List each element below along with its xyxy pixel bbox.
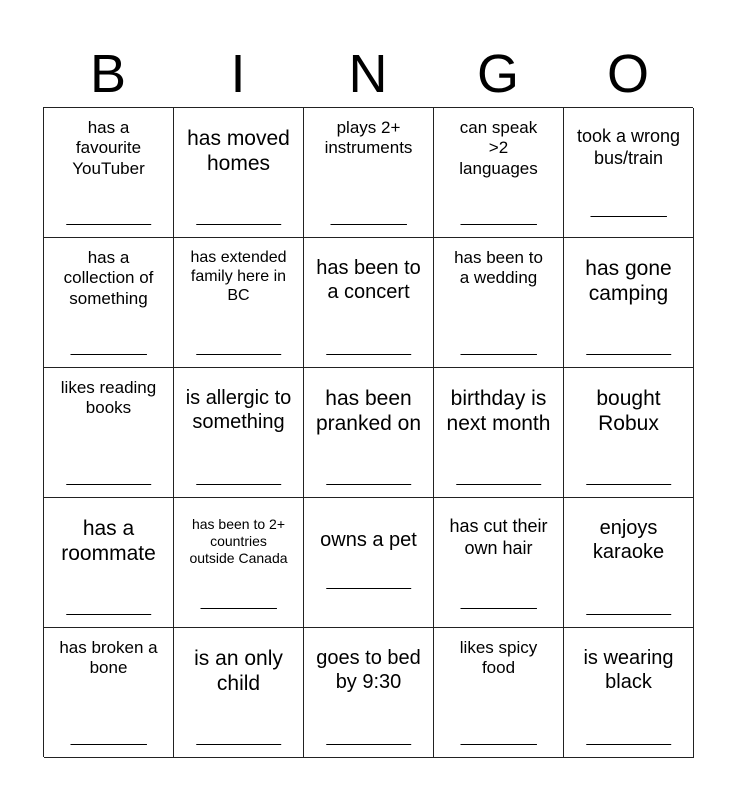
signature-line[interactable]: __________	[196, 209, 281, 226]
signature-line[interactable]: __________	[326, 469, 411, 486]
bingo-cell[interactable]	[174, 368, 304, 498]
bingo-cell[interactable]	[304, 498, 434, 628]
cell-prompt: has been pranked on	[315, 387, 422, 436]
bingo-cell[interactable]	[44, 628, 174, 758]
cell-prompt: owns a pet	[320, 529, 417, 551]
signature-line[interactable]: __________	[66, 469, 151, 486]
bingo-cell[interactable]	[434, 368, 564, 498]
cell-prompt: has a collection of something	[63, 248, 154, 308]
signature-line[interactable]: __________	[66, 209, 151, 226]
cell-prompt: bought Robux	[596, 387, 661, 436]
bingo-cell[interactable]	[174, 628, 304, 758]
signature-line[interactable]: __________	[66, 599, 151, 616]
cell-prompt: has extended family here in BC	[190, 249, 287, 305]
cell-prompt: likes spicy food	[459, 638, 538, 678]
signature-line[interactable]: _________	[460, 729, 537, 746]
cell-prompt: has been to a concert	[316, 257, 421, 303]
signature-line[interactable]: _________	[330, 209, 407, 226]
cell-prompt: can speak >2 languages	[459, 118, 538, 178]
signature-line[interactable]: __________	[326, 339, 411, 356]
bingo-cell[interactable]	[304, 628, 434, 758]
bingo-cell[interactable]	[434, 628, 564, 758]
signature-line[interactable]: __________	[586, 599, 671, 616]
signature-line[interactable]: _________	[460, 593, 537, 610]
signature-line[interactable]: __________	[196, 729, 281, 746]
cell-prompt: has a roommate	[61, 517, 156, 566]
signature-line[interactable]: _________	[460, 209, 537, 226]
header-letter-g: G	[476, 44, 519, 104]
cell-prompt: has moved homes	[187, 127, 290, 176]
signature-line[interactable]: __________	[196, 469, 281, 486]
cell-prompt: has cut their own hair	[449, 516, 548, 558]
bingo-cell[interactable]	[304, 238, 434, 368]
bingo-cell[interactable]	[44, 238, 174, 368]
header-letter-n: N	[348, 44, 388, 104]
cell-prompt: is wearing black	[583, 647, 674, 693]
cell-prompt: likes reading books	[60, 378, 157, 418]
bingo-cell[interactable]	[44, 368, 174, 498]
cell-prompt: has broken a bone	[59, 638, 158, 678]
bingo-cell[interactable]	[434, 238, 564, 368]
signature-line[interactable]: __________	[586, 339, 671, 356]
bingo-cell[interactable]	[564, 498, 694, 628]
bingo-cell[interactable]	[564, 108, 694, 238]
signature-line[interactable]: _________	[590, 201, 667, 218]
signature-line[interactable]: __________	[586, 729, 671, 746]
bingo-cell[interactable]	[564, 238, 694, 368]
signature-line[interactable]: __________	[326, 573, 411, 590]
bingo-cell[interactable]	[174, 498, 304, 628]
cell-prompt: is an only child	[194, 647, 283, 696]
bingo-cell[interactable]	[564, 628, 694, 758]
bingo-header	[43, 40, 693, 108]
cell-prompt: plays 2+ instruments	[324, 118, 413, 158]
cell-prompt: has been to 2+ countries outside Canada	[189, 516, 288, 566]
header-letter-i: I	[230, 44, 246, 104]
cell-prompt: goes to bed by 9:30	[316, 647, 421, 693]
cell-prompt: took a wrong bus/train	[576, 126, 681, 168]
bingo-cell[interactable]	[174, 108, 304, 238]
bingo-cell[interactable]	[174, 238, 304, 368]
cell-prompt: has gone camping	[585, 257, 672, 306]
cell-prompt: has a favourite YouTuber	[72, 118, 145, 178]
signature-line[interactable]: __________	[196, 339, 281, 356]
cell-prompt: has been to a wedding	[454, 248, 543, 288]
signature-line[interactable]: _________	[70, 729, 147, 746]
cell-prompt: is allergic to something	[185, 387, 292, 433]
signature-line[interactable]: _________	[200, 593, 277, 610]
cell-prompt: enjoys karaoke	[592, 517, 665, 563]
signature-line[interactable]: _________	[70, 339, 147, 356]
bingo-cell[interactable]	[434, 108, 564, 238]
bingo-cell[interactable]	[564, 368, 694, 498]
bingo-cell[interactable]	[304, 108, 434, 238]
bingo-cell[interactable]	[44, 108, 174, 238]
signature-line[interactable]: __________	[586, 469, 671, 486]
signature-line[interactable]: __________	[326, 729, 411, 746]
header-letter-o: O	[606, 44, 649, 104]
cell-prompt: birthday is next month	[446, 387, 551, 436]
signature-line[interactable]: __________	[456, 469, 541, 486]
bingo-cell[interactable]	[434, 498, 564, 628]
signature-line[interactable]: _________	[460, 339, 537, 356]
bingo-grid	[43, 107, 693, 757]
bingo-cell[interactable]	[44, 498, 174, 628]
header-letter-b: B	[89, 44, 127, 104]
bingo-cell[interactable]	[304, 368, 434, 498]
